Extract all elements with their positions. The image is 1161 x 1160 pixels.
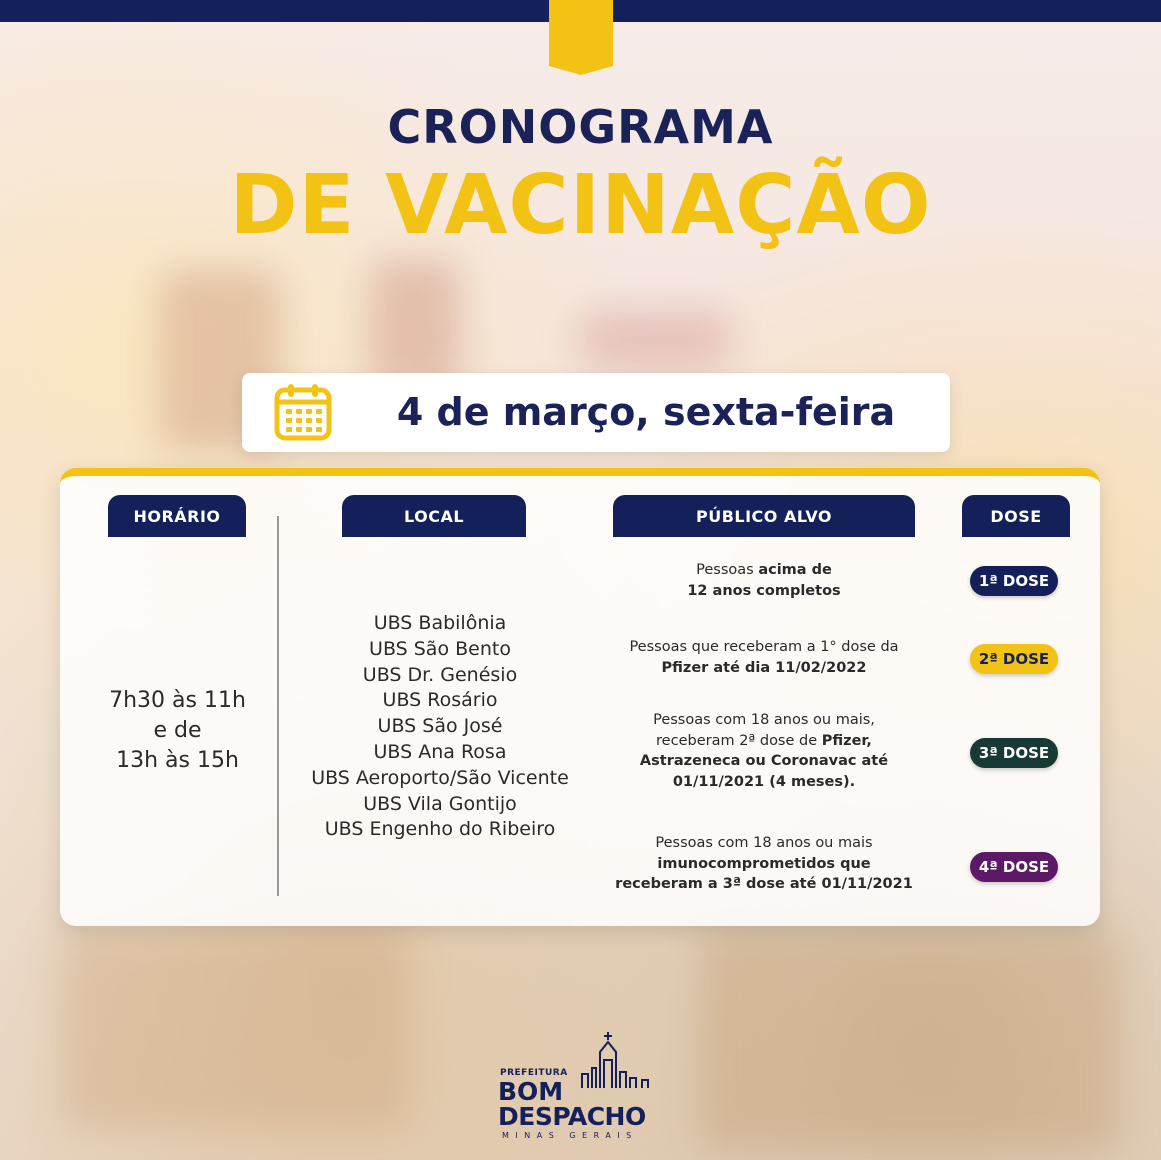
publico-alvo-row-3: Pessoas com 18 anos ou mais, receberam 2ª dose de Pfizer, Astrazeneca ou Coronavac até 01/11/2021 (4 meses). [639, 712, 889, 790]
local-list [285, 611, 595, 843]
header-dose: DOSE [962, 495, 1070, 537]
local-item: UBS Vila Gontijo [363, 792, 517, 815]
background-blur [580, 310, 730, 370]
local-item: UBS São José [377, 715, 503, 738]
publico-alvo-row-1: Pessoas acima de 12 anos completos [687, 562, 841, 599]
column-divider [277, 516, 279, 896]
calendar-icon [272, 381, 334, 443]
local-item: UBS Aeroporto/São Vicente [311, 766, 569, 789]
header-publico-alvo: PÚBLICO ALVO [613, 495, 915, 537]
title-line-1: CRONOGRAMA [387, 100, 774, 154]
date-banner [242, 373, 950, 452]
logo-bom: BOM [498, 1077, 564, 1106]
dose-badge-1: 1ª DOSE [970, 566, 1058, 596]
prefeitura-logo [496, 1028, 664, 1143]
logo-despacho: DESPACHO [498, 1102, 646, 1131]
background-blur [60, 930, 410, 1130]
header-horario: HORÁRIO [108, 495, 246, 537]
date-text: 4 de março, sexta-feira [396, 390, 896, 434]
local-item: UBS São Bento [369, 637, 511, 660]
dose-badge-4: 4ª DOSE [970, 852, 1058, 882]
horario-line: e de [153, 718, 202, 743]
ribbon-bookmark [549, 0, 613, 75]
local-item: UBS Engenho do Ribeiro [324, 818, 556, 841]
header-local: LOCAL [342, 495, 526, 537]
horario-line: 7h30 às 11h [109, 688, 246, 713]
logo-prefeitura: PREFEITURA [500, 1068, 568, 1078]
title-line-2: DE VACINAÇÃO [229, 158, 932, 253]
horario-line: 13h às 15h [116, 748, 239, 773]
logo-minas-gerais: MINAS GERAIS [502, 1131, 638, 1140]
local-item: UBS Babilônia [373, 612, 507, 634]
background-blur [700, 930, 1120, 1150]
horario-text [80, 686, 275, 776]
local-item: UBS Ana Rosa [373, 740, 507, 763]
dose-badge-3: 3ª DOSE [970, 738, 1058, 768]
dose-badge-2: 2ª DOSE [970, 644, 1058, 674]
publico-alvo-row-4: Pessoas com 18 anos ou mais imunocomprometidos que receberam a 3ª dose até 01/11/2021 [615, 835, 913, 892]
schedule-table [60, 468, 1100, 926]
local-item: UBS Rosário [382, 689, 498, 712]
publico-alvo-row-2: Pessoas que receberam a 1° dose da Pfizer até dia 11/02/2022 [629, 639, 899, 676]
local-item: UBS Dr. Genésio [362, 663, 518, 686]
background-blur [370, 260, 460, 390]
